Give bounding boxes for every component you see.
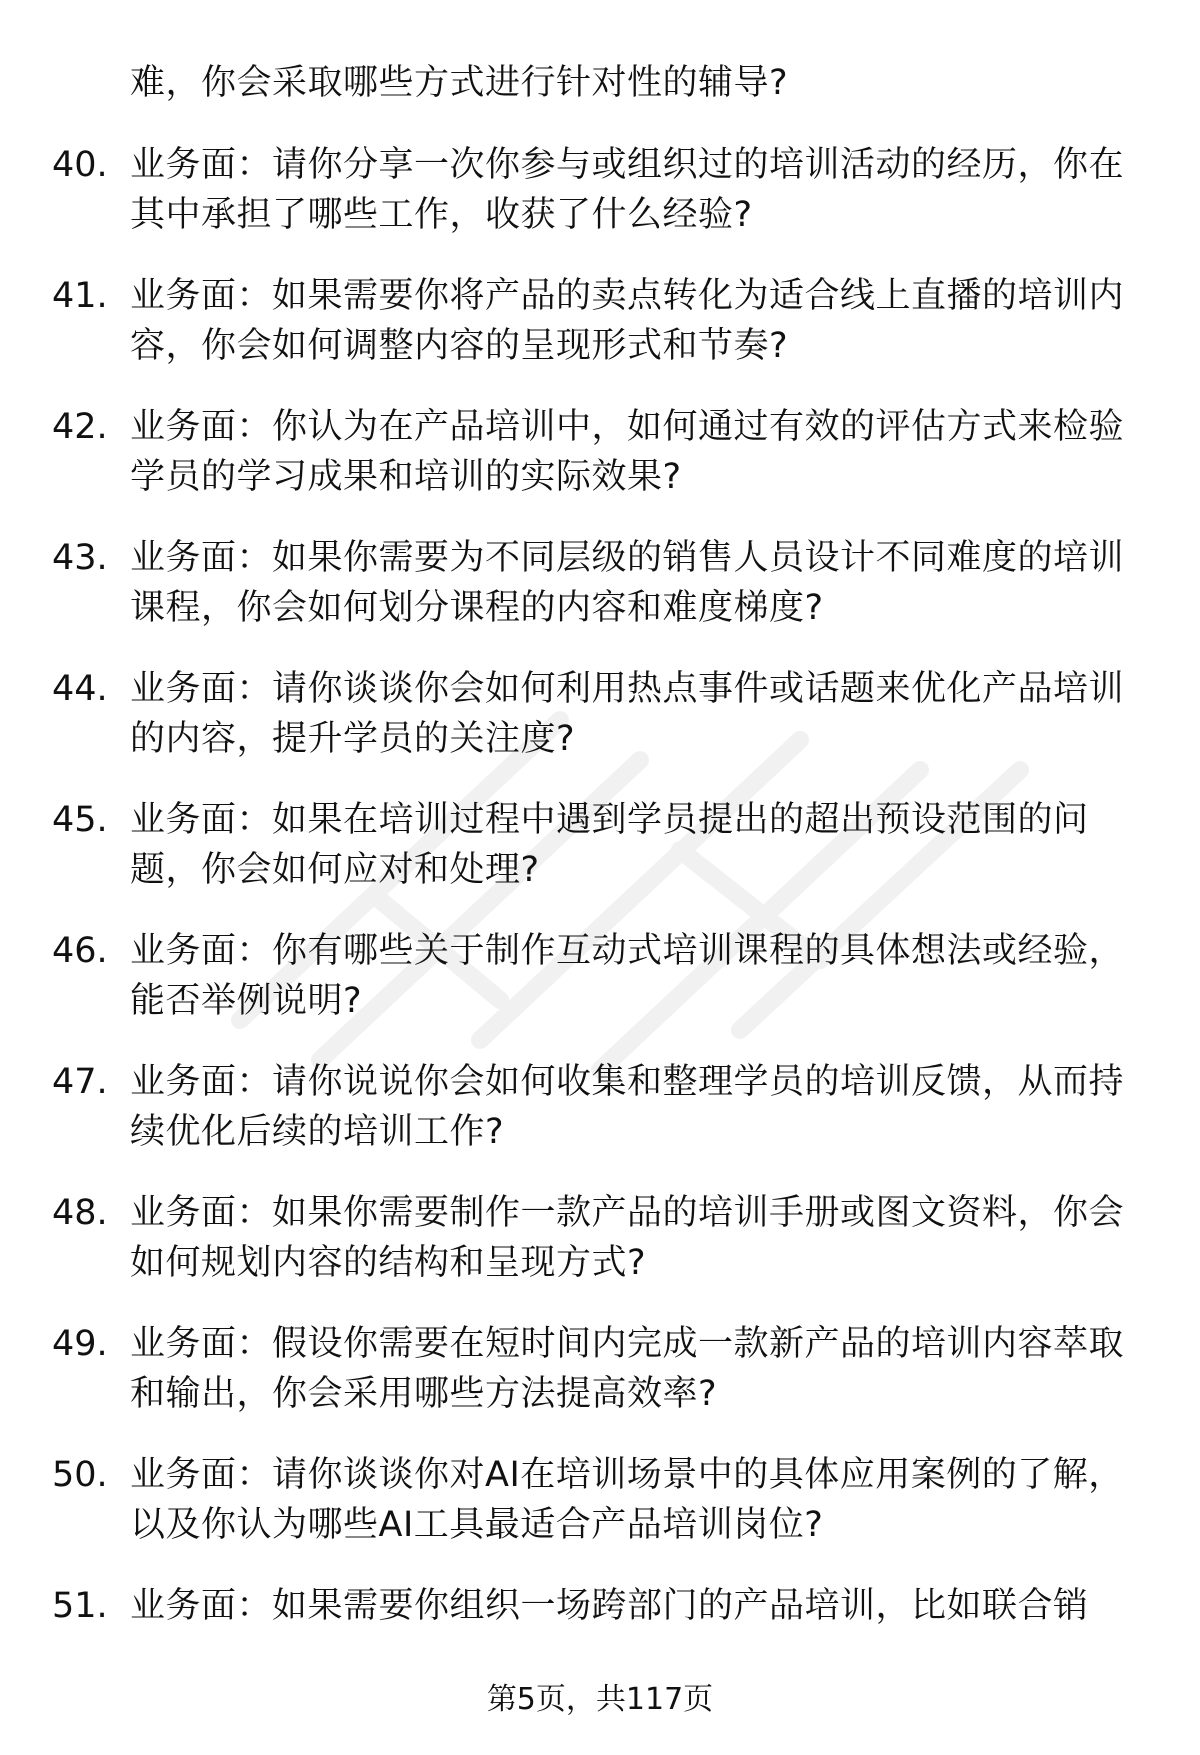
question-text: 业务面：请你分享一次你参与或组织过的培训活动的经历，你在其中承担了哪些工作，收获了什么经验? <box>130 145 1125 235</box>
continuation-text: 难，你会采取哪些方式进行针对性的辅导? <box>130 63 789 103</box>
list-item <box>0 1057 1200 1188</box>
question-text: 业务面：假设你需要在短时间内完成一款新产品的培训内容萃取和输出，你会采用哪些方法提高效率? <box>130 1324 1125 1414</box>
question-number: 40. <box>52 145 108 185</box>
list-item <box>0 140 1200 271</box>
question-text: 业务面：你认为在产品培训中，如何通过有效的评估方式来检验学员的学习成果和培训的实际效果? <box>130 407 1125 497</box>
question-number: 43. <box>52 538 108 578</box>
list-item <box>0 1188 1200 1319</box>
question-text: 业务面：如果需要你组织一场跨部门的产品培训，比如联合销 <box>130 1586 1089 1626</box>
list-item <box>0 926 1200 1057</box>
question-text: 业务面：如果你需要制作一款产品的培训手册或图文资料，你会如何规划内容的结构和呈现方式? <box>130 1193 1125 1283</box>
question-text: 业务面：请你谈谈你会如何利用热点事件或话题来优化产品培训的内容，提升学员的关注度? <box>130 669 1125 759</box>
list-item <box>0 664 1200 795</box>
page-number-footer: 第5页，共117页 <box>486 1682 714 1717</box>
list-item <box>0 402 1200 533</box>
question-text: 业务面：请你谈谈你对AI在培训场景中的具体应用案例的了解，以及你认为哪些AI工具最适合产品培训岗位? <box>130 1455 1124 1545</box>
question-text: 业务面：如果你需要为不同层级的销售人员设计不同难度的培训课程，你会如何划分课程的内容和难度梯度? <box>130 538 1125 628</box>
question-number: 45. <box>52 800 108 840</box>
list-item <box>0 795 1200 926</box>
list-item <box>0 1319 1200 1450</box>
question-number: 48. <box>52 1193 108 1233</box>
question-number: 42. <box>52 407 108 447</box>
list-item <box>0 533 1200 664</box>
question-number: 51. <box>52 1586 108 1626</box>
question-number: 44. <box>52 669 108 709</box>
question-text: 业务面：如果需要你将产品的卖点转化为适合线上直播的培训内容，你会如何调整内容的呈现形式和节奏? <box>130 276 1125 366</box>
list-item <box>0 1450 1200 1581</box>
question-number: 41. <box>52 276 108 316</box>
question-number: 49. <box>52 1324 108 1364</box>
question-text: 业务面：请你说说你会如何收集和整理学员的培训反馈，从而持续优化后续的培训工作? <box>130 1062 1125 1152</box>
question-number: 47. <box>52 1062 108 1102</box>
list-item <box>0 271 1200 402</box>
question-text: 业务面：你有哪些关于制作互动式培训课程的具体想法或经验，能否举例说明? <box>130 931 1125 1021</box>
question-text: 业务面：如果在培训过程中遇到学员提出的超出预设范围的问题，你会如何应对和处理? <box>130 800 1089 890</box>
question-number: 46. <box>52 931 108 971</box>
question-list <box>0 140 1200 1712</box>
question-number: 50. <box>52 1455 108 1495</box>
